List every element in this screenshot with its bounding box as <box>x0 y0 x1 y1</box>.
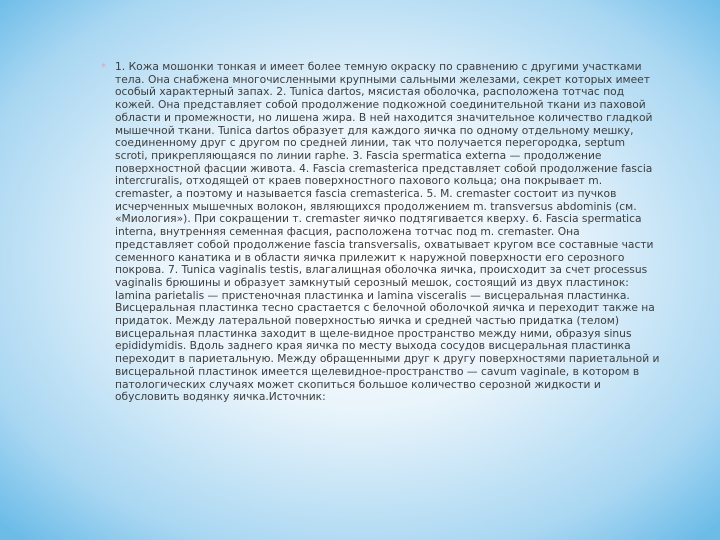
bullet-item <box>101 61 661 404</box>
body-text: 1. Кожа мошонки тонкая и имеет более темную окраску по сравнению с другими участками тела. Она снабжена многочисленными крупными сальными железами, секрет которых имеет особый характерный запах. 2. Tunica dartos, мясистая оболочка, расположена тотчас под кожей. Она представляет собой продолжение подкожной соединительной ткани из паховой области и промежности, но лишена жира. В ней находится значительное количество гладкой мышечной ткани. Tunica dartos образует для каждого яичка по одному отдельному мешку, соединенному друг с другом по средней линии, так что получается перегородка, septum scroti, прикрепляющаяся по линии raphe. 3. Fascia spermatica externa — продолжение поверхностной фасции живота. 4. Fascia cremasterica представляет собой продолжение fascia intercruralis, отходящей от краев поверхностного пахового кольца; она покрывает m. cremaster, а поэтому и называется fascia cremasterica. 5. M. cremaster состоит из пучков исчерченных мышечных волокон, являющихся продолжением m. transversus abdominis (см. «Миология»). При сокращении т. cremaster яичко подтягивается кверху. 6. Fascia spermatica interna, внутренняя семенная фасция, расположена тотчас под m. cremaster. Она представляет собой продолжение fascia transversalis, охватывает кругом все составные части семенного канатика и в области яичка прилежит к наружной поверхности его серозного покрова. 7. Tunica vaginalis testis, влагалищная оболочка яичка, происходит за счет processus vaginalis брюшины и образует замкнутый серозный мешок, состоящий из двух пластинок: lamina parietalis — пристеночная пластинка и lamina visceralis — висцеральная пластинка. Висцеральная пластинка тесно срастается с белочной оболочкой яичка и переходит также на придаток. Между латеральной поверхностью яичка и средней частью придатка (телом) висцеральная пластинка заходит в щеле-видное пространство между ними, образуя sinus epididymidis. Вдоль заднего края яичка по месту выхода сосудов висцеральная пластинка переходит в париетальную. Между обращенными друг к другу поверхностями париетальной и висцеральной пластинок имеется щелевидное-пространство — cavum vaginale, в котором в патологических случаях может скопиться большое количество серозной жидкости и обусловить водянку яичка.Источник: <box>115 60 660 404</box>
slide-content <box>101 61 661 404</box>
bullet-marker: * <box>101 62 106 73</box>
